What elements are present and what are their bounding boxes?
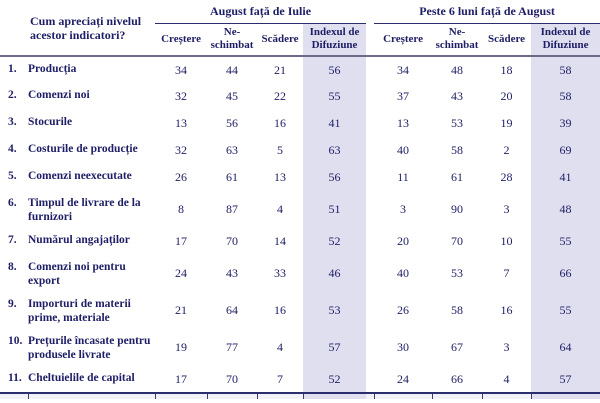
group-header-august-vs-july: August față de Iulie [155,0,366,23]
subheader-scadere-aug: Scădere [257,23,303,56]
gap-cell [366,255,374,292]
indicator-label: Cheltuielile de capital [28,372,135,384]
value-neschimbat-6l: 66 [451,371,464,386]
row-number: 11. [8,372,22,384]
value-crestere-6l: 20 [397,234,410,248]
indicator-label: Stocurile [28,116,73,128]
value-neschimbat-6l: 90 [451,202,464,216]
strip-cell [0,393,28,399]
value-scadere-6l: 4 [503,371,510,386]
row-number: 9. [8,298,17,310]
value-crestere-6l: 37 [397,89,410,103]
value-scadere-aug: 33 [274,266,287,280]
value-index-6l: 55 [531,228,600,255]
value-index-aug: 63 [303,137,366,164]
row-number: 7. [8,234,17,246]
value-crestere-6l: 13 [397,116,410,130]
value-neschimbat-6l: 43 [451,89,464,103]
value-scadere-aug: 4 [277,340,284,354]
strip-cell [257,393,303,399]
indicator-label: Producția [28,63,77,75]
gap-cell [366,56,374,83]
gap-cell [366,329,374,366]
value-scadere-aug: 7 [277,371,284,386]
table-row [0,137,600,164]
strip-cell [432,393,482,399]
next-section-cutoff-strip [0,393,600,399]
table-row [0,366,600,393]
table-row [0,56,600,83]
indicator-label: Comenzi noi pentru export [28,261,126,287]
value-crestere-aug: 32 [175,89,188,103]
value-neschimbat-aug: 70 [226,371,239,386]
value-crestere-aug: 26 [175,170,188,184]
value-crestere-aug: 8 [178,202,185,216]
table-body [0,56,600,399]
indicator-label: Comenzi noi [28,89,90,101]
row-number: 8. [8,261,17,273]
value-neschimbat-aug: 63 [226,143,239,157]
table-row [0,329,600,366]
table-row [0,255,600,292]
value-crestere-6l: 26 [397,303,410,317]
indicator-label: Importuri de materii prime, materiale [28,298,131,324]
indicator-label: Costurile de producție [28,143,138,155]
gap-cell [366,83,374,110]
value-index-aug: 56 [303,56,366,83]
table-row [0,164,600,191]
gap-cell [366,164,374,191]
value-index-aug: 52 [303,366,366,393]
subheader-scadere-6l: Scădere [482,23,531,56]
value-scadere-aug: 16 [274,303,287,317]
value-neschimbat-aug: 44 [226,62,239,77]
strip-cell [374,393,432,399]
value-scadere-6l: 28 [500,170,513,184]
value-crestere-aug: 32 [175,143,188,157]
value-scadere-6l: 3 [503,340,510,354]
value-neschimbat-aug: 56 [226,116,239,130]
gap-cell [366,292,374,329]
indicator-label: Timpul de livrare de la furnizori [28,197,141,223]
value-neschimbat-aug: 87 [226,202,239,216]
value-neschimbat-aug: 45 [226,89,239,103]
row-number: 10. [8,335,23,347]
value-neschimbat-6l: 67 [451,340,464,354]
value-index-aug: 46 [303,255,366,292]
strip-cell [28,393,155,399]
subheader-index-aug: Indexul de Difuziune [303,23,366,56]
indicator-label: Numărul angajaților [28,234,130,246]
subheader-crestere-6l: Creștere [374,23,432,56]
value-scadere-aug: 22 [274,89,287,103]
value-crestere-aug: 17 [175,234,188,248]
value-scadere-aug: 5 [277,143,284,157]
value-index-aug: 51 [303,191,366,228]
strip-cell [207,393,257,399]
gap-cell [366,228,374,255]
group-gap [366,0,374,56]
value-index-aug: 56 [303,164,366,191]
value-scadere-aug: 13 [274,170,287,184]
subheader-crestere-aug: Creștere [155,23,207,56]
strip-cell [366,393,374,399]
gap-cell [366,191,374,228]
row-number: 5. [8,170,17,182]
value-neschimbat-6l: 61 [451,170,464,184]
strip-cell [531,393,600,399]
value-scadere-aug: 16 [274,116,287,130]
value-neschimbat-aug: 77 [226,340,239,354]
question-header: Cum apreciați nivelul acestor indicatori? [0,0,155,56]
value-neschimbat-aug: 64 [226,303,239,317]
strip-cell [303,393,366,399]
value-index-6l: 39 [531,110,600,137]
value-scadere-6l: 2 [503,143,510,157]
gap-cell [366,110,374,137]
value-scadere-aug: 14 [274,234,287,248]
table-row [0,191,600,228]
table-row [0,83,600,110]
value-neschimbat-6l: 70 [451,234,464,248]
value-neschimbat-aug: 43 [226,266,239,280]
value-scadere-6l: 20 [500,89,513,103]
indicator-label: Prețurile încasate pentru produsele livrate [28,335,151,361]
value-neschimbat-aug: 61 [226,170,239,184]
value-neschimbat-6l: 58 [451,303,464,317]
value-crestere-6l: 3 [400,202,407,216]
value-index-aug: 41 [303,110,366,137]
value-index-6l: 41 [531,164,600,191]
value-crestere-6l: 24 [397,371,410,386]
subheader-index-6l: Indexul de Difuziune [531,23,600,56]
value-index-6l: 48 [531,191,600,228]
value-scadere-6l: 18 [500,62,513,77]
row-number: 1. [8,63,17,75]
value-index-6l: 55 [531,292,600,329]
strip-cell [482,393,531,399]
value-index-6l: 64 [531,329,600,366]
value-neschimbat-6l: 53 [451,116,464,130]
table-row [0,110,600,137]
table-row [0,292,600,329]
value-scadere-aug: 21 [274,62,287,77]
value-scadere-aug: 4 [277,202,284,216]
value-neschimbat-aug: 70 [226,234,239,248]
gap-cell [366,137,374,164]
value-index-aug: 52 [303,228,366,255]
indicator-label: Comenzi neexecutate [28,170,132,182]
table-header [0,0,600,56]
value-index-6l: 58 [531,83,600,110]
subheader-neschimbat-aug: Ne-schimbat [207,23,257,56]
value-scadere-6l: 10 [500,234,513,248]
value-crestere-aug: 34 [175,62,188,77]
value-crestere-6l: 34 [397,62,410,77]
value-crestere-aug: 17 [175,371,188,386]
value-neschimbat-6l: 58 [451,143,464,157]
value-crestere-6l: 11 [397,170,409,184]
subheader-neschimbat-6l: Ne-schimbat [432,23,482,56]
row-number: 4. [8,143,17,155]
value-index-aug: 53 [303,292,366,329]
value-scadere-6l: 7 [503,266,510,280]
value-crestere-6l: 30 [397,340,410,354]
row-number: 2. [8,89,17,101]
value-crestere-aug: 21 [175,303,188,317]
table-row [0,228,600,255]
row-number: 6. [8,197,17,209]
value-scadere-6l: 3 [503,202,510,216]
gap-cell [366,366,374,393]
value-crestere-6l: 40 [397,143,410,157]
value-crestere-aug: 24 [175,266,188,280]
value-index-6l: 66 [531,255,600,292]
value-crestere-aug: 13 [175,116,188,130]
value-crestere-6l: 40 [397,266,410,280]
value-scadere-6l: 19 [500,116,513,130]
value-index-6l: 58 [531,56,600,83]
value-index-6l: 57 [531,366,600,393]
row-number: 3. [8,116,17,128]
value-neschimbat-6l: 48 [451,62,464,77]
value-index-6l: 69 [531,137,600,164]
strip-cell [155,393,207,399]
value-scadere-6l: 16 [500,303,513,317]
value-index-aug: 57 [303,329,366,366]
value-index-aug: 55 [303,83,366,110]
value-crestere-aug: 19 [175,340,188,354]
value-neschimbat-6l: 53 [451,266,464,280]
group-header-6months-vs-august: Peste 6 luni față de August [374,0,600,23]
